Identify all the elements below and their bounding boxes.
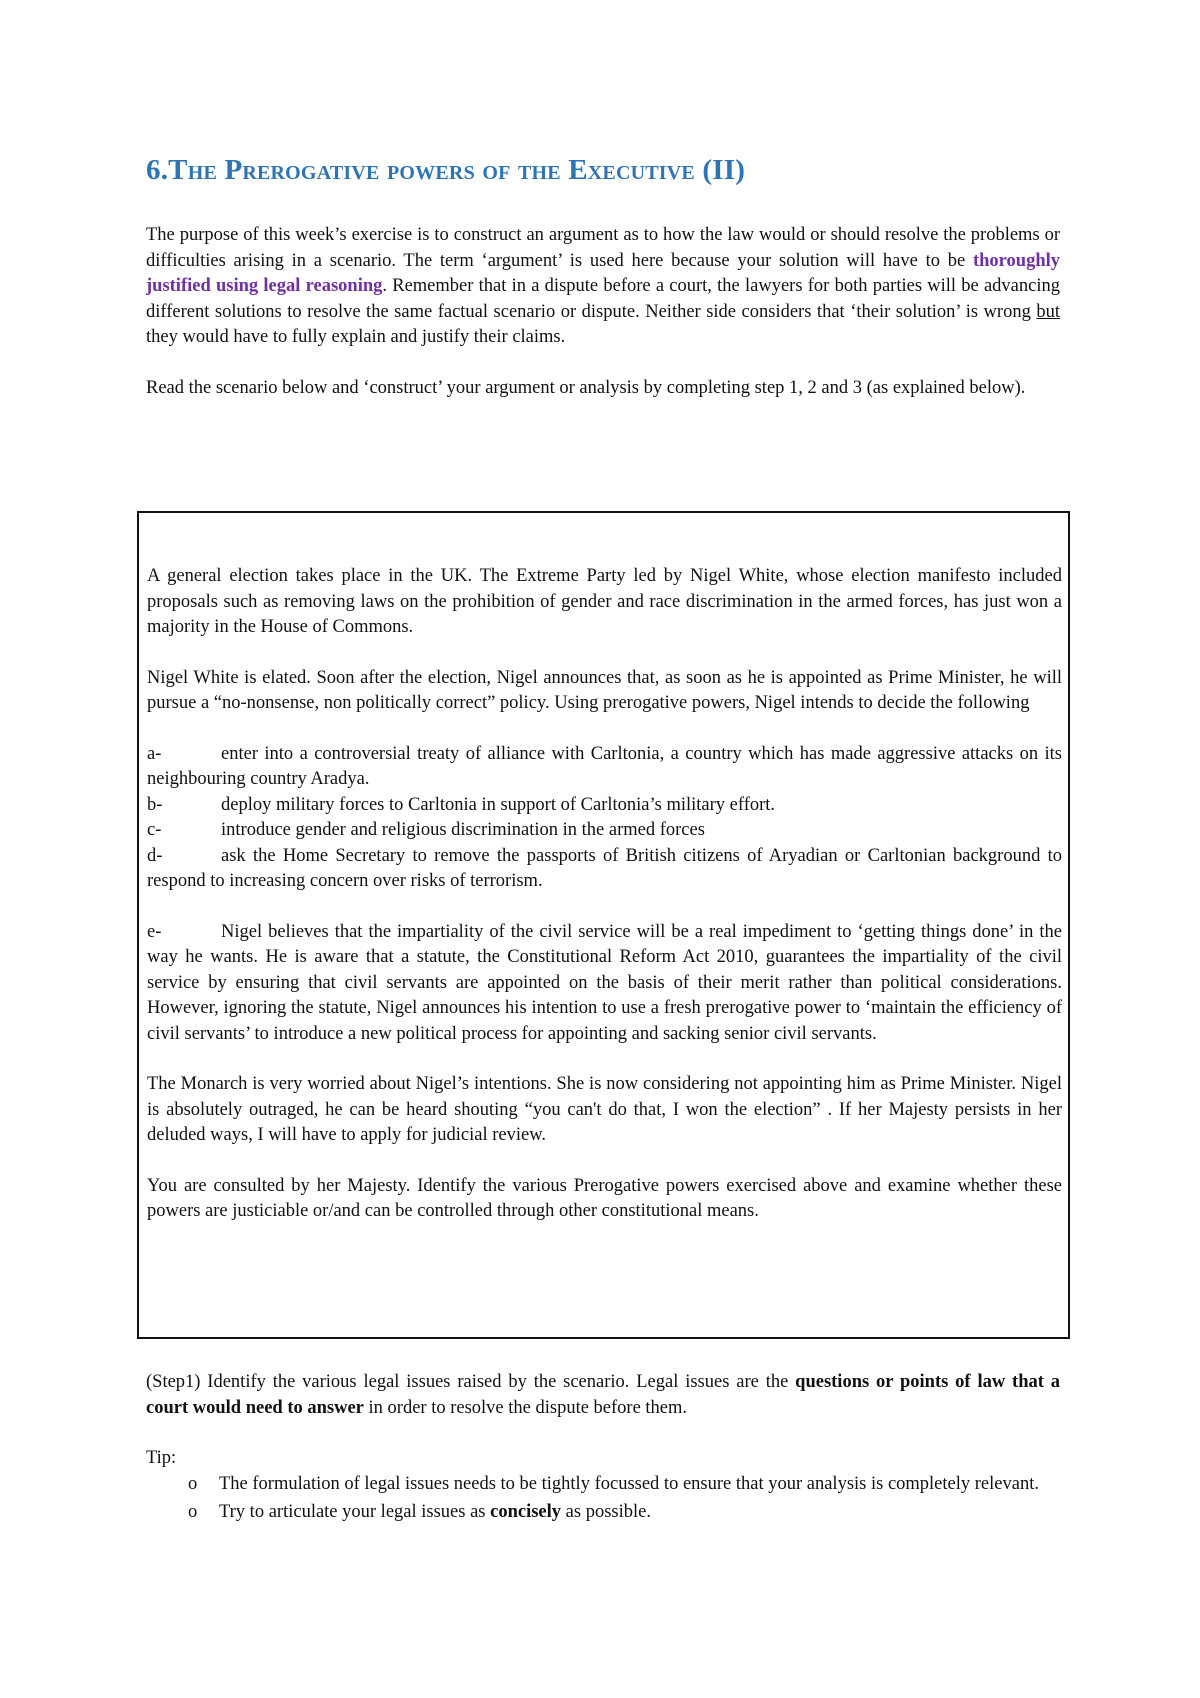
- item-marker: c-: [147, 820, 162, 840]
- intro-underline: but: [1036, 301, 1060, 322]
- item-marker: d-: [147, 845, 163, 866]
- scenario-paragraph-4: You are consulted by her Majesty. Identify the various Prerogative powers exercised above and examine whether these powers are justiciable or/and can be controlled through other constitutional means.: [147, 1175, 1062, 1221]
- item-text: enter into a controversial treaty of alliance with Carltonia, a country which has made aggressive attacks on its neighbouring country Aradya.: [147, 743, 1062, 789]
- intro-text-1: The purpose of this week’s exercise is to construct an argument as to how the law would or should resolve the problems or difficulties arising in a scenario. The term ‘argument’ is used here because your solution will have to be: [146, 225, 1060, 271]
- intro-text-2: . Remember that in a dispute before a court, the lawyers for both parties will be advancing different solutions to resolve the same factual scenario or dispute. Neither side considers that ‘their solution’ is wrong: [146, 276, 1060, 322]
- step1-text-1: (Step1) Identify the various legal issues raised by the scenario. Legal issues are the: [146, 1372, 796, 1392]
- item-text: Nigel believes that the impartiality of the civil service will be a real impediment to ‘getting things done’ in the way he wants. He is aware that a statute, the Constitutional Reform Act 2010, guarantees the impartiality of the civil service by ensuring that civil servants are appointed on the basis of their merit rather than political considerations. However, ignoring the statute, Nigel announces his intention to use a fresh prerogative power to ‘maintain the efficiency of civil servants’ to introduce a new political process for appointing and sacking senior civil servants.: [147, 921, 1062, 1044]
- bullet-icon: o: [188, 1502, 198, 1522]
- step1-paragraph: [146, 1370, 1060, 1421]
- tip-list: [146, 1472, 1060, 1526]
- tip-label: Tip:: [146, 1448, 177, 1468]
- scenario-item-a: [147, 742, 1062, 793]
- item-marker: e-: [147, 921, 162, 942]
- scenario-item-b: [147, 793, 1062, 819]
- scenario-item-e: [147, 920, 1062, 1048]
- item-marker: b-: [147, 794, 163, 815]
- scenario-item-d: [147, 844, 1062, 895]
- list-item: [146, 1500, 1060, 1526]
- scenario-box: [137, 511, 1070, 1339]
- step1-bold: questions or points of law that a court would need to answer: [146, 1372, 1060, 1418]
- item-text: ask the Home Secretary to remove the passports of British citizens of Aryadian or Carltonian background to respond to increasing concern over risks of terrorism.: [147, 845, 1062, 891]
- scenario-paragraph-3: The Monarch is very worried about Nigel’s intentions. She is now considering not appointing him as Prime Minister. Nigel is absolutely outraged, he can be heard shouting “you can't do that, I won the election” . If her Majesty persists in her deluded ways, I will have to apply for judicial review.: [147, 1074, 1062, 1145]
- bullet-bold: concisely: [490, 1502, 562, 1522]
- instructions-paragraph: Read the scenario below and ‘construct’ your argument or analysis by completing step 1, 2 and 3 (as explained below).: [146, 377, 1026, 398]
- bullet-text-part: as possible.: [561, 1502, 651, 1522]
- document-page: [146, 140, 1060, 401]
- item-text: deploy military forces to Carltonia in support of Carltonia’s military effort.: [221, 794, 776, 815]
- intro-paragraph: [146, 223, 1060, 351]
- item-text: introduce gender and religious discrimination in the armed forces: [221, 820, 705, 840]
- scenario-paragraph-1: A general election takes place in the UK. The Extreme Party led by Nigel White, whose election manifesto included proposals such as removing laws on the prohibition of gender and race discrimination in the armed forces, has just won a majority in the House of Commons.: [147, 566, 1062, 637]
- intro-text-3: they would have to fully explain and justify their claims.: [146, 327, 566, 347]
- intro-highlight: thoroughly justified using legal reasoning: [146, 250, 1060, 296]
- step1-section: [146, 1370, 1060, 1529]
- item-marker: a-: [147, 743, 162, 764]
- bullet-text: [219, 1500, 1060, 1526]
- step1-text-2: in order to resolve the dispute before them.: [363, 1397, 688, 1418]
- scenario-item-c: [147, 818, 1062, 844]
- bullet-icon: o: [188, 1473, 198, 1494]
- list-item: [146, 1472, 1060, 1498]
- bullet-text: The formulation of legal issues needs to be tightly focussed to ensure that your analysis is completely relevant.: [219, 1473, 1039, 1494]
- page-title: 6.The Prerogative powers of the Executive (II): [146, 154, 746, 186]
- scenario-content: [147, 564, 1062, 1225]
- bullet-text-part: Try to articulate your legal issues as: [219, 1502, 491, 1522]
- scenario-paragraph-2: Nigel White is elated. Soon after the election, Nigel announces that, as soon as he is appointed as Prime Minister, he will pursue a “no-nonsense, non politically correct” policy. Using prerogative powers, Nigel intends to decide the following: [147, 667, 1062, 713]
